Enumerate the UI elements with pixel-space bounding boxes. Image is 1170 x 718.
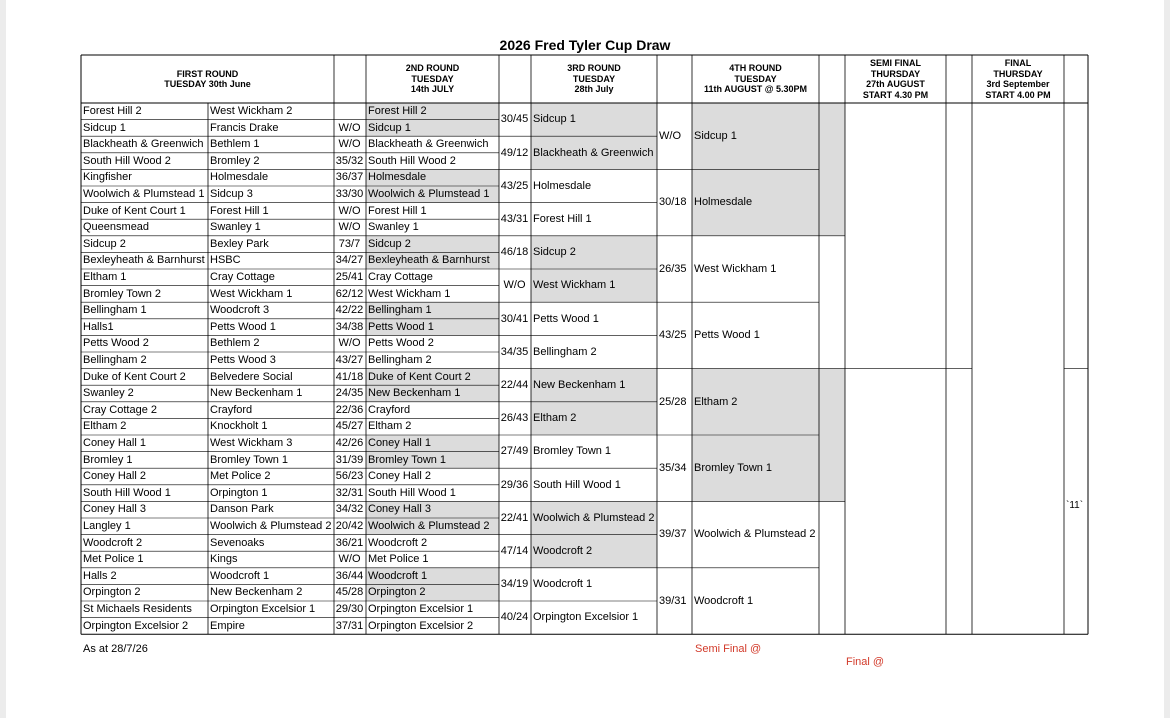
first-round-away-team: Kings xyxy=(210,553,238,566)
header-second-round-line: 2ND ROUND xyxy=(405,63,460,74)
third-round-team: Woolwich & Plumstead 2 xyxy=(533,511,655,524)
first-round-score: W/O xyxy=(338,553,361,566)
first-round-home-team: Bellingham 2 xyxy=(83,354,147,367)
first-round-away-team: Bromley Town 1 xyxy=(210,453,289,466)
first-round-home-team: Coney Hall 2 xyxy=(83,470,146,483)
first-round-away-team: Swanley 1 xyxy=(210,221,261,234)
first-round-home-team: Forest Hill 2 xyxy=(83,105,142,118)
third-round-score: 39/31 xyxy=(659,594,687,607)
header-third-round xyxy=(531,55,657,103)
first-round-away-team: New Beckenham 1 xyxy=(210,387,303,400)
third-round-team: South Hill Wood 1 xyxy=(533,478,621,491)
third-round-team: Eltham 2 xyxy=(533,412,577,425)
stray-mark: `11` xyxy=(1066,500,1084,511)
first-round-home-team: Bellingham 1 xyxy=(83,304,147,317)
second-round-team: Duke of Kent Court 2 xyxy=(368,370,471,383)
second-round-team: Bexleyheath & Barnhurst xyxy=(368,254,490,267)
first-round-score: 36/37 xyxy=(335,171,364,184)
third-round-score: 39/37 xyxy=(659,528,687,541)
second-round-team: Orpington 2 xyxy=(368,586,426,599)
second-round-team: Woolwich & Plumstead 2 xyxy=(368,520,490,533)
second-round-team: Sidcup 1 xyxy=(368,121,411,134)
first-round-score: 34/32 xyxy=(335,503,364,516)
second-round-score: 29/36 xyxy=(500,478,529,491)
page-title: 2026 Fred Tyler Cup Draw xyxy=(499,37,671,53)
second-round-team: Met Police 1 xyxy=(368,553,429,566)
second-round-team: South Hill Wood 1 xyxy=(368,486,456,499)
first-round-score: 35/32 xyxy=(335,154,364,167)
third-round-score: W/O xyxy=(659,129,681,142)
final-venue: Final @ xyxy=(846,656,885,668)
header-third-round-line: TUESDAY xyxy=(572,73,616,84)
second-round-team: West Wickham 1 xyxy=(368,287,451,300)
first-round-away-team: Sidcup 3 xyxy=(210,188,253,201)
first-round-score: 73/7 xyxy=(338,237,361,250)
second-round-score: 30/41 xyxy=(500,312,529,325)
first-round-home-team: Met Police 1 xyxy=(83,553,144,566)
semi-final-venue: Semi Final @ xyxy=(695,643,762,655)
second-round-team: Sidcup 2 xyxy=(368,237,411,250)
first-round-score: 36/21 xyxy=(335,536,364,549)
second-round-team: South Hill Wood 2 xyxy=(368,154,456,167)
second-round-team: Coney Hall 2 xyxy=(368,470,431,483)
spacer-shade xyxy=(819,103,845,236)
second-round-team: Eltham 2 xyxy=(368,420,412,433)
first-round-score: 29/30 xyxy=(335,603,364,616)
header-fourth-round-line: 4TH ROUND xyxy=(729,63,782,74)
second-round-score: 43/31 xyxy=(500,212,529,225)
third-round-team: Forest Hill 1 xyxy=(533,212,592,225)
first-round-away-team: Petts Wood 1 xyxy=(210,320,276,333)
second-round-score: 46/18 xyxy=(500,246,529,259)
header-fourth-round xyxy=(692,55,819,103)
first-round-away-team: West Wickham 2 xyxy=(210,105,293,118)
first-round-away-team: Holmesdale xyxy=(210,171,269,184)
first-round-score: 34/38 xyxy=(335,320,364,333)
first-round-home-team: Duke of Kent Court 1 xyxy=(83,204,186,217)
first-round-away-team: Bethlem 2 xyxy=(210,337,260,350)
second-round-team: Holmesdale xyxy=(368,171,427,184)
fourth-round-team: Bromley Town 1 xyxy=(694,461,773,474)
first-round-score: 62/12 xyxy=(335,287,364,300)
header-final-line: START 4.00 PM xyxy=(985,89,1051,100)
first-round-score: 33/30 xyxy=(335,188,364,201)
fourth-round-team: Holmesdale xyxy=(694,196,753,209)
first-round-home-team: Langley 1 xyxy=(83,520,131,533)
first-round-home-team: Coney Hall 1 xyxy=(83,437,146,450)
header-fourth-round-line: TUESDAY xyxy=(734,73,777,84)
first-round-score: 36/44 xyxy=(335,569,364,582)
first-round-score: 56/23 xyxy=(335,470,364,483)
first-round-home-team: South Hill Wood 1 xyxy=(83,486,171,499)
first-round-score: 37/31 xyxy=(335,619,364,632)
second-round-team: Cray Cottage xyxy=(368,271,433,284)
second-round-score: 43/25 xyxy=(500,179,529,192)
first-round-home-team: Queensmead xyxy=(83,221,150,234)
first-round-score: 42/22 xyxy=(335,304,364,317)
third-round-score: 43/25 xyxy=(659,329,687,342)
second-round-score: 47/14 xyxy=(500,544,529,557)
second-round-team: Petts Wood 1 xyxy=(368,320,434,333)
first-round-away-team: Knockholt 1 xyxy=(210,420,268,433)
second-round-team: Woodcroft 2 xyxy=(368,536,428,549)
header-third-round-line: 28th July xyxy=(574,84,614,95)
second-round-score: 22/41 xyxy=(500,511,529,524)
first-round-score: W/O xyxy=(338,221,361,234)
header-second-round-line: TUESDAY xyxy=(411,73,454,84)
second-round-team: Forest Hill 2 xyxy=(368,105,427,118)
third-round-team: New Beckenham 1 xyxy=(533,378,626,391)
first-round-home-team: Blackheath & Greenwich xyxy=(83,138,204,151)
first-round-score: 32/31 xyxy=(335,486,364,499)
third-round-team: Blackheath & Greenwich xyxy=(533,146,654,159)
third-round-team: Orpington Excelsior 1 xyxy=(533,611,639,624)
first-round-away-team: Danson Park xyxy=(210,503,274,516)
header-second-round-line: 14th JULY xyxy=(410,84,455,95)
first-round-home-team: South Hill Wood 2 xyxy=(83,154,171,167)
header-third-round-line: 3RD ROUND xyxy=(567,63,621,74)
fourth-round-team: Sidcup 1 xyxy=(694,129,737,142)
fourth-round-team: Petts Wood 1 xyxy=(694,329,760,342)
second-round-score: 30/45 xyxy=(500,113,529,126)
first-round-away-team: Woolwich & Plumstead 2 xyxy=(210,520,332,533)
second-round-team: Bromley Town 1 xyxy=(368,453,447,466)
second-round-team: Swanley 1 xyxy=(368,221,419,234)
third-round-score: 26/35 xyxy=(659,262,687,275)
header-semi-final-line: 27th AUGUST xyxy=(866,79,925,89)
second-round-score: W/O xyxy=(503,279,526,292)
first-round-away-team: Bethlem 1 xyxy=(210,138,260,151)
first-round-home-team: Swanley 2 xyxy=(83,387,134,400)
first-round-home-team: Halls 2 xyxy=(83,569,117,582)
first-round-home-team: Duke of Kent Court 2 xyxy=(83,370,186,383)
second-round-team: Orpington Excelsior 1 xyxy=(368,603,474,616)
first-round-score: 25/41 xyxy=(335,271,364,284)
fourth-round-team: Woolwich & Plumstead 2 xyxy=(694,528,816,541)
first-round-away-team: Francis Drake xyxy=(210,121,279,134)
first-round-score: W/O xyxy=(338,204,361,217)
first-round-home-team: Petts Wood 2 xyxy=(83,337,149,350)
first-round-away-team: New Beckenham 2 xyxy=(210,586,303,599)
first-round-away-team: Cray Cottage xyxy=(210,271,275,284)
second-round-score: 40/24 xyxy=(500,611,529,624)
second-round-team: Petts Wood 2 xyxy=(368,337,434,350)
header-first-round xyxy=(81,55,334,103)
second-round-team: Woodcroft 1 xyxy=(368,569,428,582)
second-round-score: 34/19 xyxy=(500,578,529,591)
header-final xyxy=(972,55,1064,103)
first-round-away-team: Bromley 2 xyxy=(210,154,260,167)
third-round-team: Sidcup 1 xyxy=(533,113,576,126)
header-semi-final xyxy=(845,55,946,103)
first-round-away-team: Met Police 2 xyxy=(210,470,271,483)
header-final-line: 3rd September xyxy=(986,79,1050,89)
second-round-score: 26/43 xyxy=(500,412,529,425)
header-final-line: FINAL xyxy=(1004,58,1032,68)
first-round-away-team: Crayford xyxy=(210,403,253,416)
second-round-team: Coney Hall 1 xyxy=(368,437,431,450)
spacer-shade xyxy=(819,369,845,502)
third-round-team: Woodcroft 2 xyxy=(533,544,593,557)
third-round-team: West Wickham 1 xyxy=(533,279,616,292)
fourth-round-team: West Wickham 1 xyxy=(694,262,777,275)
fourth-round-team: Eltham 2 xyxy=(694,395,738,408)
first-round-home-team: Eltham 1 xyxy=(83,271,127,284)
header-second-round xyxy=(366,55,499,103)
first-round-home-team: Bromley Town 2 xyxy=(83,287,162,300)
third-round-team: Holmesdale xyxy=(533,179,592,192)
header-semi-final-line: SEMI FINAL xyxy=(870,58,921,68)
first-round-score: 34/27 xyxy=(335,254,364,267)
second-round-team: Orpington Excelsior 2 xyxy=(368,619,474,632)
first-round-score: 45/28 xyxy=(335,586,364,599)
first-round-home-team: Woolwich & Plumstead 1 xyxy=(83,188,205,201)
first-round-home-team: Woodcroft 2 xyxy=(83,536,143,549)
first-round-away-team: Belvedere Social xyxy=(210,370,293,383)
first-round-score: W/O xyxy=(338,337,361,350)
first-round-away-team: Forest Hill 1 xyxy=(210,204,269,217)
first-round-score: 24/35 xyxy=(335,387,364,400)
header-semi-final-line: THURSDAY xyxy=(870,68,921,79)
first-round-score: 31/39 xyxy=(335,453,364,466)
third-round-score: 25/28 xyxy=(659,395,687,408)
first-round-score: W/O xyxy=(338,138,361,151)
first-round-home-team: Sidcup 1 xyxy=(83,121,126,134)
second-round-team: Forest Hill 1 xyxy=(368,204,427,217)
third-round-team: Petts Wood 1 xyxy=(533,312,599,325)
third-round-score: 35/34 xyxy=(659,461,687,474)
first-round-home-team: Orpington Excelsior 2 xyxy=(83,619,189,632)
header-first-round-line: FIRST ROUND xyxy=(176,68,239,79)
first-round-score: 43/27 xyxy=(335,354,364,367)
third-round-score: 30/18 xyxy=(659,196,687,209)
first-round-home-team: Bexleyheath & Barnhurst xyxy=(83,254,205,267)
first-round-away-team: Petts Wood 3 xyxy=(210,354,276,367)
second-round-team: Crayford xyxy=(368,403,411,416)
first-round-away-team: HSBC xyxy=(210,254,241,267)
first-round-score xyxy=(334,103,365,120)
as-at-note: As at 28/7/26 xyxy=(83,643,148,655)
first-round-score: 41/18 xyxy=(335,370,364,383)
first-round-score: 22/36 xyxy=(335,403,364,416)
second-round-team: Woolwich & Plumstead 1 xyxy=(368,188,490,201)
first-round-away-team: West Wickham 3 xyxy=(210,437,293,450)
first-round-score: W/O xyxy=(338,121,361,134)
first-round-score: 45/27 xyxy=(335,420,364,433)
second-round-team: Blackheath & Greenwich xyxy=(368,138,489,151)
first-round-home-team: Cray Cottage 2 xyxy=(83,403,157,416)
first-round-away-team: West Wickham 1 xyxy=(210,287,293,300)
first-round-home-team: Orpington 2 xyxy=(83,586,141,599)
first-round-home-team: Eltham 2 xyxy=(83,420,127,433)
first-round-away-team: Woodcroft 3 xyxy=(210,304,270,317)
first-round-home-team: St Michaels Residents xyxy=(83,603,192,616)
first-round-home-team: Kingfisher xyxy=(83,171,132,184)
header-fourth-round-line: 11th AUGUST @ 5.30PM xyxy=(704,84,807,95)
first-round-score: 20/42 xyxy=(335,520,364,533)
third-round-team: Bellingham 2 xyxy=(533,345,597,358)
header-semi-final-line: START 4.30 PM xyxy=(862,89,929,100)
third-round-team: Woodcroft 1 xyxy=(533,578,593,591)
first-round-away-team: Sevenoaks xyxy=(210,536,265,549)
second-round-score: 49/12 xyxy=(500,146,529,159)
first-round-away-team: Orpington Excelsior 1 xyxy=(210,603,316,616)
second-round-team: Bellingham 1 xyxy=(368,304,432,317)
first-round-away-team: Bexley Park xyxy=(210,237,269,250)
first-round-home-team: Halls1 xyxy=(83,320,114,333)
first-round-score: 42/26 xyxy=(335,437,364,450)
first-round-away-team: Woodcroft 1 xyxy=(210,569,270,582)
first-round-away-team: Orpington 1 xyxy=(210,486,268,499)
second-round-team: Bellingham 2 xyxy=(368,354,432,367)
second-round-team: Coney Hall 3 xyxy=(368,503,431,516)
second-round-team: New Beckenham 1 xyxy=(368,387,461,400)
header-first-round-line: TUESDAY 30th June xyxy=(164,79,251,89)
first-round-home-team: Sidcup 2 xyxy=(83,237,126,250)
first-round-away-team: Empire xyxy=(210,619,245,632)
second-round-score: 22/44 xyxy=(500,378,529,391)
second-round-score: 34/35 xyxy=(500,345,529,358)
first-round-home-team: Coney Hall 3 xyxy=(83,503,146,516)
second-round-score: 27/49 xyxy=(500,445,529,458)
header-final-line: THURSDAY xyxy=(993,68,1043,79)
third-round-team: Bromley Town 1 xyxy=(533,445,612,458)
first-round-home-team: Bromley 1 xyxy=(83,453,133,466)
fourth-round-team: Woodcroft 1 xyxy=(694,594,754,607)
third-round-team: Sidcup 2 xyxy=(533,246,576,259)
